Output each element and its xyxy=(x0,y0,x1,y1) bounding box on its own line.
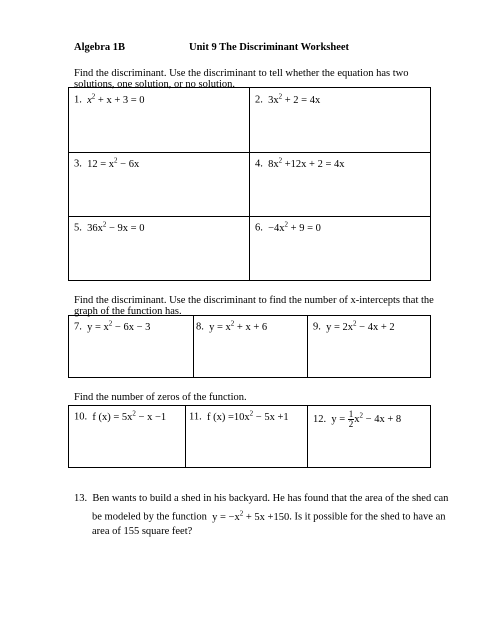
grid-divider xyxy=(307,406,308,467)
section3-instructions: Find the number of zeros of the function. xyxy=(74,392,247,403)
section1-instructions-line1: Find the discriminant. Use the discriminant to tell whether the equation has two xyxy=(74,68,409,79)
grid-divider xyxy=(69,152,430,153)
problem-12: 12. y = $\frac{1}{2}$ $x^2 - 4x + 8$ xyxy=(313,409,402,429)
problem-13-line3: area of 155 square feet? xyxy=(92,526,193,537)
problem-5: 5. $36x^2 - 9x = 0$ xyxy=(74,220,145,234)
section1-grid xyxy=(68,87,431,281)
problem-10: 10. f $(x) = 5x^2 - x -1$ xyxy=(74,409,167,423)
problem-2: 2. $3x^2 + 2 = 4x$ xyxy=(255,92,321,106)
worksheet-title: Unit 9 The Discriminant Worksheet xyxy=(189,42,350,53)
course-title: Algebra 1B xyxy=(74,42,126,53)
problem-1: 1. $x^2 + x + 3 = 0$ xyxy=(74,92,145,106)
problem-9: 9. $y = 2x^2 - 4x + 2$ xyxy=(313,319,395,333)
grid-divider xyxy=(249,88,250,280)
problem-13-line2: be modeled by the function $y = -x^2 + 5x +150$. Is it possible for the shed to have an xyxy=(92,509,446,523)
problem-4: 4. $8x^2 +12x + 2 = 4x$ xyxy=(255,156,345,170)
problem-3: 3. $12 = x^2 - 6x$ xyxy=(74,156,140,170)
problem-8: 8. $y = x^2 + x + 6$ xyxy=(196,319,268,333)
grid-divider xyxy=(185,406,186,467)
section2-instructions-line2: graph of the function has. xyxy=(74,306,182,317)
problem-6: 6. $-4x^2 + 9 = 0$ xyxy=(255,220,321,234)
problem-11: 11. f $(x) =10x^2 - 5x +1$ xyxy=(189,409,289,423)
grid-divider xyxy=(69,216,430,217)
section2-instructions-line1: Find the discriminant. Use the discriminant to find the number of x-intercepts that the xyxy=(74,295,434,306)
grid-divider xyxy=(307,316,308,377)
grid-divider xyxy=(193,316,194,377)
problem-13-line1: 13. Ben wants to build a shed in his backyard. He has found that the area of the shed can xyxy=(74,493,449,504)
section1-instructions-line2: solutions, one solution, or no solution. xyxy=(74,79,236,90)
problem-7: 7. $y = x^2 - 6x - 3$ xyxy=(74,319,151,333)
fraction: $\frac{1}{2}$ xyxy=(348,409,354,429)
